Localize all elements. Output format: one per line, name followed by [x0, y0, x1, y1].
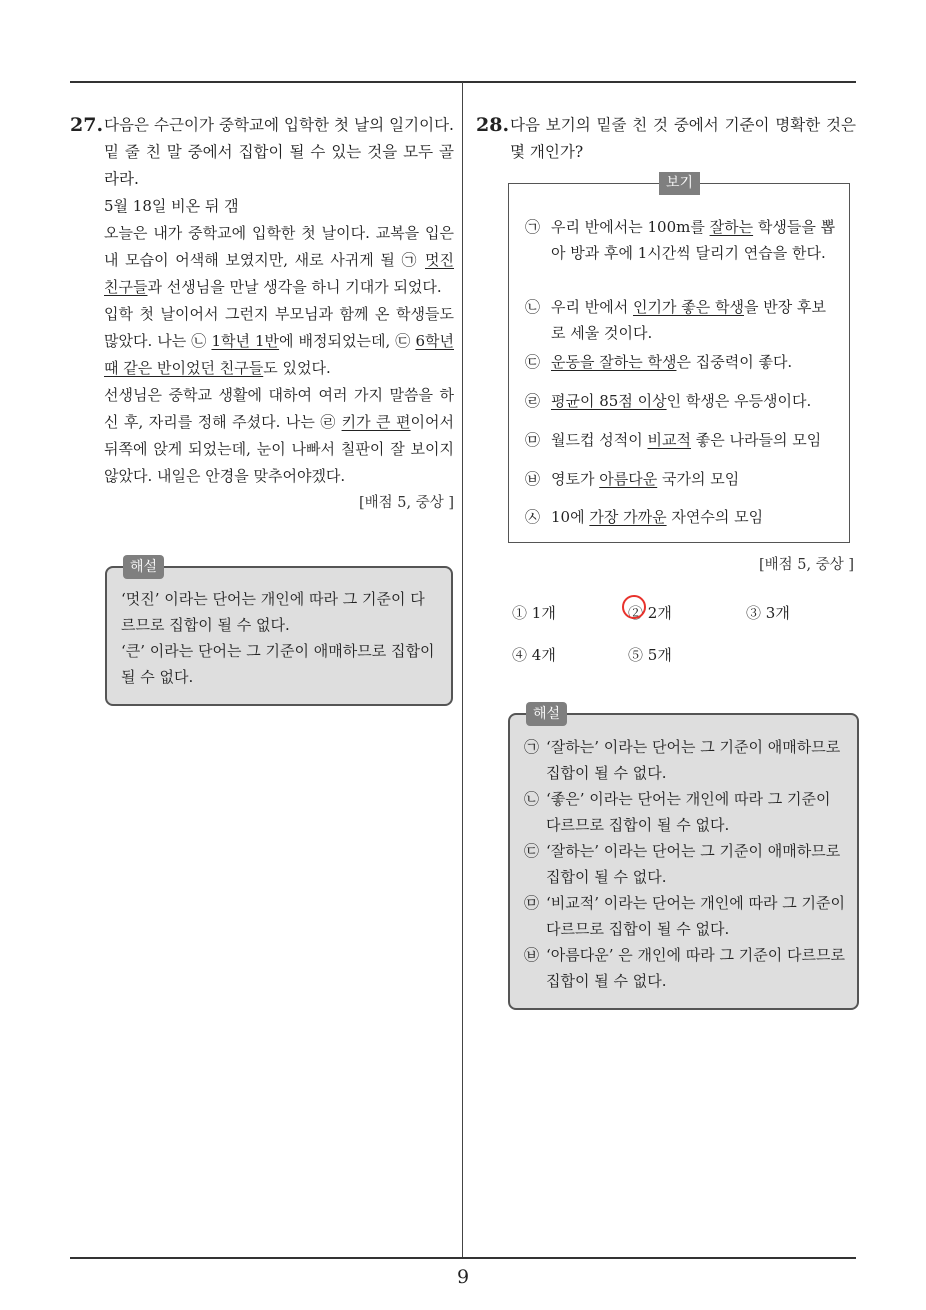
bogi-box	[508, 175, 850, 543]
top-rule	[70, 81, 856, 83]
choice-3[interactable]: ③ 3개	[746, 604, 790, 622]
score-label: [배점 5, 중상 ]	[358, 495, 454, 511]
underlined-phrase: 6학년 때 같은 반이었던 친구들	[104, 332, 454, 377]
bogi-item: ㉦ 10에 가장 가까운 자연수의 모임	[525, 508, 764, 526]
question-number: 28.	[476, 114, 510, 136]
underlined-phrase: 가장 가까운	[589, 508, 667, 526]
explanation-item: ㉢ ‘잘하는’ 이라는 단어는 그 기준이 애매하므로 집합이 될 수 없다.	[524, 842, 841, 886]
underlined-phrase: 비교적	[647, 431, 691, 449]
explanation-box-27	[105, 559, 453, 706]
selected-answer-circle	[622, 595, 646, 619]
underlined-phrase: 인기가 좋은 학생	[633, 298, 744, 316]
diary-paragraph: 오늘은 내가 중학교에 입학한 첫 날이다. 교복을 입은 내 모습이 어색해 보였지만, 새로 사귀게 될 ㉠ 멋진 친구들과 선생님을 만날 생각을 하니 기대가 되었다.	[104, 224, 454, 296]
diary-paragraph: 입학 첫 날이어서 그런지 부모님과 함께 온 학생들도 많았다. 나는 ㉡ 1학년 1반에 배정되었는데, ㉢ 6학년 때 같은 반이었던 친구들도 있었다.	[104, 305, 454, 377]
explanation-tag: 해설	[123, 555, 164, 579]
explanation-item: ㉠ ‘잘하는’ 이라는 단어는 그 기준이 애매하므로 집합이 될 수 없다.	[524, 738, 841, 782]
question-prompt: 다음 보기의 밑줄 친 것 중에서 기준이 명확한 것은 몇 개인가?	[510, 116, 856, 161]
question-27	[70, 112, 454, 517]
bottom-rule	[70, 1257, 856, 1259]
bogi-item: ㉣ 평균이 85점 이상인 학생은 우등생이다.	[525, 392, 812, 410]
diary-paragraph: 선생님은 중학교 생활에 대하여 여러 가지 말씀을 하신 후, 자리를 정해 주셨다. 나는 ㉣ 키가 큰 편이어서 뒤쪽에 앉게 되었는데, 눈이 나빠서 칠판이 잘 보이지 않았다. 내일은 안경을 맞추어야겠다.	[104, 386, 455, 485]
bogi-tag: 보기	[659, 172, 700, 195]
underlined-phrase: 운동을 잘하는 학생	[551, 353, 677, 371]
question-28	[476, 112, 856, 166]
underlined-phrase: 잘하는	[709, 218, 754, 236]
underlined-phrase: 평균이 85점 이상	[551, 392, 667, 410]
explanation-line: ‘큰’ 이라는 단어는 그 기준이 애매하므로 집합이 될 수 없다.	[121, 642, 435, 686]
choice-1[interactable]: ① 1개	[512, 604, 556, 622]
explanation-item: ㉡ ‘좋은’ 이라는 단어는 개인에 따라 그 기준이 다르므로 집합이 될 수 없다.	[524, 790, 831, 834]
underlined-phrase: 1학년 1반	[211, 332, 280, 350]
explanation-tag: 해설	[526, 702, 567, 726]
choice-2[interactable]: ② 2개	[628, 602, 672, 623]
explanation-item: ㉤ ‘비교적’ 이라는 단어는 개인에 따라 그 기준이 다르므로 집합이 될 수 없다.	[524, 894, 845, 938]
bogi-item: ㉤ 월드컵 성적이 비교적 좋은 나라들의 모임	[525, 431, 822, 449]
underlined-phrase: 아름다운	[599, 470, 658, 488]
diary-date: 5월 18일 비온 뒤 갬	[104, 197, 239, 215]
choice-5[interactable]: ⑤ 5개	[628, 646, 672, 664]
diary-text	[104, 193, 454, 517]
choice-4[interactable]: ④ 4개	[512, 646, 556, 664]
column-divider	[462, 82, 463, 1258]
underlined-phrase: 멋진 친구들	[104, 251, 454, 296]
question-prompt: 다음은 수근이가 중학교에 입학한 첫 날의 일기이다. 밑 줄 친 말 중에서 집합이 될 수 있는 것을 모두 골라라.	[104, 116, 454, 188]
underlined-phrase: 키가 큰 편	[341, 413, 411, 431]
explanation-box-28	[508, 706, 859, 1010]
score-label: [배점 5, 중상 ]	[758, 557, 854, 573]
page-number: 9	[456, 1266, 470, 1288]
bogi-item: ㉡ 우리 반에서 인기가 좋은 학생을 반장 후보로 세울 것이다.	[525, 298, 826, 342]
explanation-line: ‘멋진’ 이라는 단어는 개인에 따라 그 기준이 다르므로 집합이 될 수 없다.	[121, 590, 425, 634]
bogi-item: ㉠ 우리 반에서는 100m를 잘하는 학생들을 뽑아 방과 후에 1시간씩 달리기 연습을 한다.	[525, 218, 836, 262]
bogi-item: ㉥ 영토가 아름다운 국가의 모임	[525, 470, 740, 488]
explanation-item: ㉥ ‘아름다운’ 은 개인에 따라 그 기준이 다르므로 집합이 될 수 없다.	[524, 946, 845, 990]
question-number: 27.	[70, 114, 104, 136]
bogi-item: ㉢ 운동을 잘하는 학생은 집중력이 좋다.	[525, 353, 793, 371]
